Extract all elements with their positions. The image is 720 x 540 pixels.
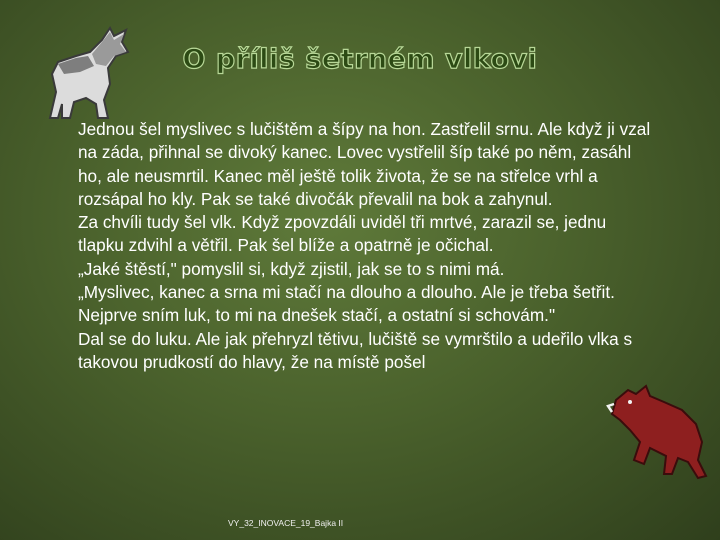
- story-list: [54, 118, 654, 374]
- list-item: [54, 118, 654, 211]
- paragraph-text: „Jaké štěstí," pomyslil si, když zjistil, jak se to s nimi má.: [78, 258, 505, 279]
- paragraph-text: Dal se do luku. Ale jak přehryzl tětivu, lučiště se vymrštilo a udeřilo vlka s takovou prudkostí do hlavy, že na místě pošel: [78, 328, 633, 372]
- paragraph-text: „Myslivec, kanec a srna mi stačí na dlouho a dlouho. Ale je třeba šetřit. Nejprve sním luk, to mi na dnešek stačí, a ostatní si schovám.": [78, 282, 615, 326]
- footer-code: VY_32_INOVACE_19_Bajka II: [228, 518, 344, 528]
- paragraph-text: Jednou šel myslivec s lučištěm a šípy na hon. Zastřelil srnu. Ale když ji vzal na záda, přihnal se divoký kanec. Lovec vystřelil šíp také po něm, zasáhl ho, ale neusmrtil. Kanec měl ještě tolik života, že se na střelce vrhl a rozsápal ho kly. Pak se také divočák převalil na bok a zahynul.: [78, 119, 651, 209]
- list-item: [54, 258, 654, 281]
- list-item: [54, 328, 654, 375]
- page-title: O příliš šetrném vlkovi: [182, 44, 538, 75]
- paragraph-text: Za chvíli tudy šel vlk. Když zpovzdáli uviděl tři mrtvé, zarazil se, jednu tlapku zdvihl a větřil. Pak šel blíže a opatrně je očichal.: [78, 212, 607, 256]
- list-item: [54, 211, 654, 258]
- list-item: [54, 281, 654, 328]
- wild-boar-icon: [606, 380, 716, 490]
